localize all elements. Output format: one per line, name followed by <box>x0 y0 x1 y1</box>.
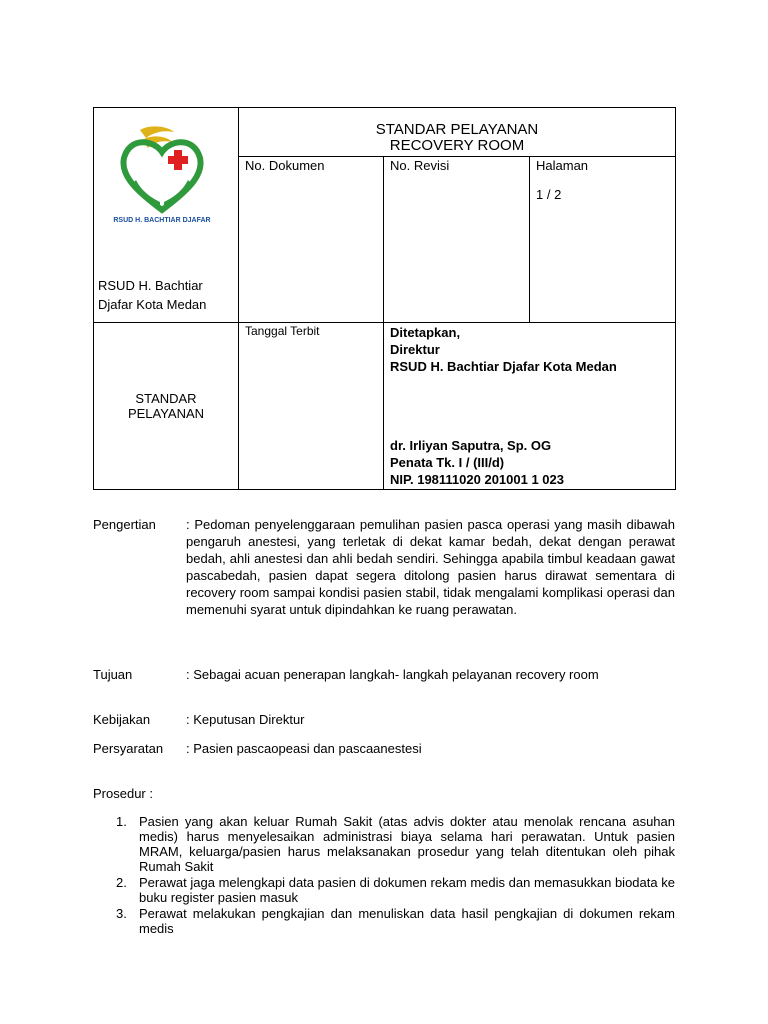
section-tujuan <box>93 666 675 702</box>
direktur-text: Direktur <box>390 342 440 357</box>
no-revisi-label: No. Revisi <box>390 158 450 173</box>
section-persyaratan <box>93 740 675 758</box>
section-pengertian <box>93 516 675 656</box>
institution-name: RSUD H. Bachtiar Djafar Kota Medan <box>98 278 207 312</box>
pengertian-text: : Pedoman penyelenggaraan pemulihan pasien pasca operasi yang masih dibawah pengaruh anestesi, yang terletak di dekat kamar bedah, dekat dengan perawat bedah, ahli anestesi dan ahli bedah sendiri. Sehingga apabila timbul keadaan gawat pascabedah, pasien dapat segera ditolong pasien harus dirawat sementara di recovery room sampai kondisi pasien stabil, tidak mengalami komplikasi operasi dan memenuhi syarat untuk dipindahkan ke ruang perawatan. <box>186 517 675 617</box>
tujuan-label: Tujuan <box>93 667 133 682</box>
step-text: Perawat jaga melengkapi data pasien di dokumen rekam medis dan memasukkan biodata ke buku register pasien masuk <box>139 875 675 905</box>
prosedur-step <box>106 906 675 936</box>
step-text: Pasien yang akan keluar Rumah Sakit (atas advis dokter atau menolak rencana asuhan medis) harus menyelesaikan administrasi biaya selama hari perawatan. Untuk pasien MRAM, keluarga/pasien harus melaksanakan prosedur yang telah ditentukan oleh pihak Rumah Sakit <box>139 814 675 874</box>
logo-cell <box>94 108 239 323</box>
prosedur-title: Prosedur : <box>93 786 153 801</box>
persyaratan-text: : Pasien pascaopeasi dan pascaanestesi <box>186 741 422 756</box>
signer-nip: NIP. 198111020 201001 1 023 <box>390 472 564 487</box>
step-text: Perawat melakukan pengkajian dan menuliskan data hasil pengkajian di dokumen rekam medis <box>139 906 675 936</box>
halaman-value: 1 / 2 <box>536 187 562 202</box>
tanggal-terbit-label: Tanggal Terbit <box>245 324 320 338</box>
halaman-label: Halaman <box>536 158 589 173</box>
standar-label: STANDAR <box>135 391 197 406</box>
no-dokumen-cell <box>239 157 384 323</box>
step-number: 3. <box>116 906 127 921</box>
document-subtitle: RECOVERY ROOM <box>389 137 525 154</box>
tujuan-text: : Sebagai acuan penerapan langkah- langkah pelayanan recovery room <box>186 667 599 682</box>
no-revisi-cell <box>384 157 530 323</box>
kebijakan-text: : Keputusan Direktur <box>186 712 305 727</box>
signer-rank: Penata Tk. I / (III/d) <box>390 455 505 470</box>
step-number: 2. <box>116 875 127 890</box>
persyaratan-label: Persyaratan <box>93 741 164 756</box>
document-title-cell <box>239 108 676 157</box>
pengertian-label: Pengertian <box>93 517 156 532</box>
ditetapkan-text: Ditetapkan, <box>390 325 461 340</box>
prosedur-step <box>106 875 675 905</box>
step-number: 1. <box>116 814 127 829</box>
rsud-name-text: RSUD H. Bachtiar Djafar Kota Medan <box>390 359 617 374</box>
section-kebijakan <box>93 711 675 729</box>
halaman-cell <box>530 157 676 323</box>
kebijakan-label: Kebijakan <box>93 712 151 727</box>
logo-caption: RSUD H. BACHTIAR DJAFAR <box>113 217 211 224</box>
signer-name: dr. Irliyan Saputra, Sp. OG <box>390 438 552 453</box>
pelayanan-label: PELAYANAN <box>127 406 205 421</box>
approval-cell <box>384 323 676 490</box>
no-dokumen-label: No. Dokumen <box>245 158 325 173</box>
prosedur-list <box>106 814 675 937</box>
prosedur-step <box>106 814 675 874</box>
tanggal-terbit-cell <box>239 323 384 490</box>
document-title: STANDAR PELAYANAN <box>375 121 539 138</box>
document-header-table <box>93 107 676 490</box>
standar-pelayanan-cell <box>94 323 239 490</box>
hospital-logo <box>112 122 212 232</box>
